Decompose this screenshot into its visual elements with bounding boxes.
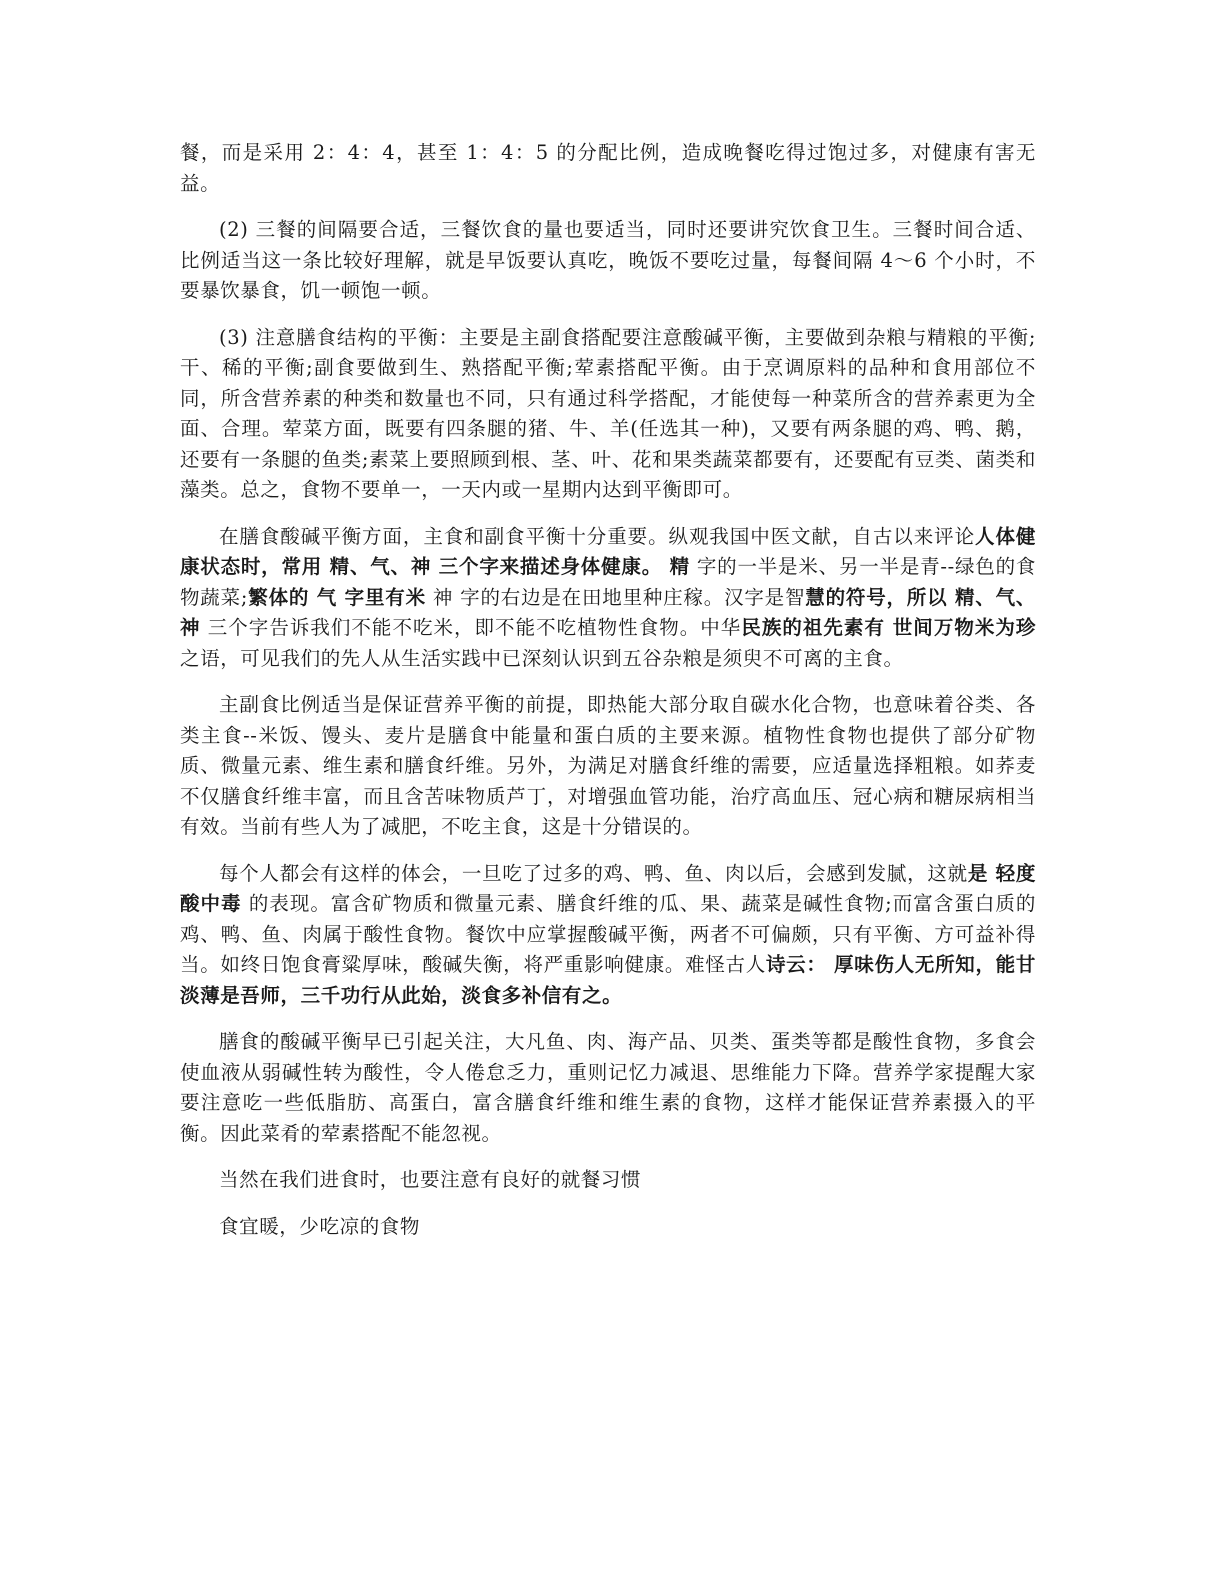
text-segment: 神 字的右边是在田地里种庄稼。汉字是智 bbox=[425, 585, 806, 609]
paragraph-eating-habits bbox=[180, 1165, 1036, 1196]
paragraph-diet-structure bbox=[180, 323, 1036, 506]
text-segment: 每个人都会有这样的体会，一旦吃了过多的鸡、鸭、鱼、肉以后，会感到发腻，这就 bbox=[219, 861, 968, 885]
text-segment: (2) 三餐的间隔要合适，三餐饮食的量也要适当，同时还要讲究饮食卫生。三餐时间合适、比例适当这一条比较好理解，就是早饭要认真吃，晚饭不要吃过量，每餐间隔 4～6 个小时，不要暴饮暴食，饥一顿饱一顿。 bbox=[180, 218, 1036, 302]
document-page bbox=[180, 138, 1036, 1258]
text-segment: (3) 注意膳食结构的平衡：主要是主副食搭配要注意酸碱平衡，主要做到杂粮与精粮的平衡;干、稀的平衡;副食要做到生、熟搭配平衡;荤素搭配平衡。由于烹调原料的品种和食用部位不同，所含营养素的种类和数量也不同，只有通过科学搭配，才能使每一种菜所含的营养素更为全面、合理。荤菜方面，既要有四条腿的猪、牛、羊(任选其一种)，又要有两条腿的鸡、鸭、鹅，还要有一条腿的鱼类;素菜上要照顾到根、茎、叶、花和果类蔬菜都要有，还要配有豆类、菌类和藻类。总之，食物不要单一，一天内或一星期内达到平衡即可。 bbox=[180, 325, 1036, 501]
text-segment: 食宜暖，少吃凉的食物 bbox=[219, 1214, 421, 1238]
bold-text: 慧的符号，所以 精、气、神 bbox=[180, 585, 1036, 639]
text-segment: 当然在我们进食时，也要注意有良好的就餐习惯 bbox=[219, 1168, 642, 1191]
text-segment: 餐，而是采用 2：4：4，甚至 1：4：5 的分配比例，造成晚餐吃得过饱过多，对健康有害无益。 bbox=[180, 141, 1036, 195]
paragraph-meal-interval bbox=[180, 215, 1036, 307]
text-segment: 之语，可见我们的先人从生活实践中已深刻认识到五谷杂粮是须臾不可离的主食。 bbox=[180, 646, 904, 670]
bold-text: 繁体的 气 字里有米 bbox=[248, 585, 426, 609]
text-segment: 字的一半是米、另一半是青--绿色的食物蔬菜; bbox=[180, 555, 1036, 609]
bold-poem: 诗云： 厚味伤人无所知，能甘淡薄是吾师，三千功行从此始，淡食多补信有之。 bbox=[180, 953, 1036, 1007]
bold-text: 人体健康状态时，常用 精、气、神 三个字来描述身体健康。 精 bbox=[180, 524, 1036, 578]
paragraph-staple-balance bbox=[180, 522, 1036, 675]
paragraph-meal-ratio bbox=[180, 138, 1036, 199]
paragraph-warm-food bbox=[180, 1212, 1036, 1243]
text-segment: 在膳食酸碱平衡方面，主食和副食平衡十分重要。纵观我国中医文献，自古以来评论 bbox=[219, 524, 976, 548]
text-segment: 主副食比例适当是保证营养平衡的前提，即热能大部分取自碳水化合物，也意味着谷类、各类主食--米饭、馒头、麦片是膳食中能量和蛋白质的主要来源。植物性食物也提供了部分矿物质、微量元素、维生素和膳食纤维。另外，为满足对膳食纤维的需要，应适量选择粗粮。如荞麦不仅膳食纤维丰富，而且含苦味物质芦丁，对增强血管功能，治疗高血压、冠心病和糖尿病相当有效。当前有些人为了减肥，不吃主食，这是十分错误的。 bbox=[180, 693, 1036, 838]
bold-text: 是 轻度酸中毒 bbox=[180, 861, 1036, 915]
text-segment: 的表现。富含矿物质和微量元素、膳食纤维的瓜、果、蔬菜是碱性食物;而富含蛋白质的鸡、鸭、鱼、肉属于酸性食物。餐饮中应掌握酸碱平衡，两者不可偏颇，只有平衡、方可益补得当。如终日饱食膏粱厚味，酸碱失衡，将严重影响健康。难怪古人 bbox=[180, 892, 1036, 976]
paragraph-staple-ratio bbox=[180, 690, 1036, 843]
text-segment: 三个字告诉我们不能不吃米，即不能不吃植物性食物。中华 bbox=[200, 616, 742, 639]
paragraph-acid-base-attention bbox=[180, 1027, 1036, 1149]
bold-text: 民族的祖先素有 世间万物米为珍 bbox=[741, 616, 1036, 639]
paragraph-acid-poisoning bbox=[180, 859, 1036, 1012]
text-segment: 膳食的酸碱平衡早已引起关注，大凡鱼、肉、海产品、贝类、蛋类等都是酸性食物，多食会使血液从弱碱性转为酸性，令人倦怠乏力，重则记忆力减退、思维能力下降。营养学家提醒大家要注意吃一些低脂肪、高蛋白，富含膳食纤维和维生素的食物，这样才能保证营养素摄入的平衡。因此菜肴的荤素搭配不能忽视。 bbox=[180, 1030, 1036, 1145]
